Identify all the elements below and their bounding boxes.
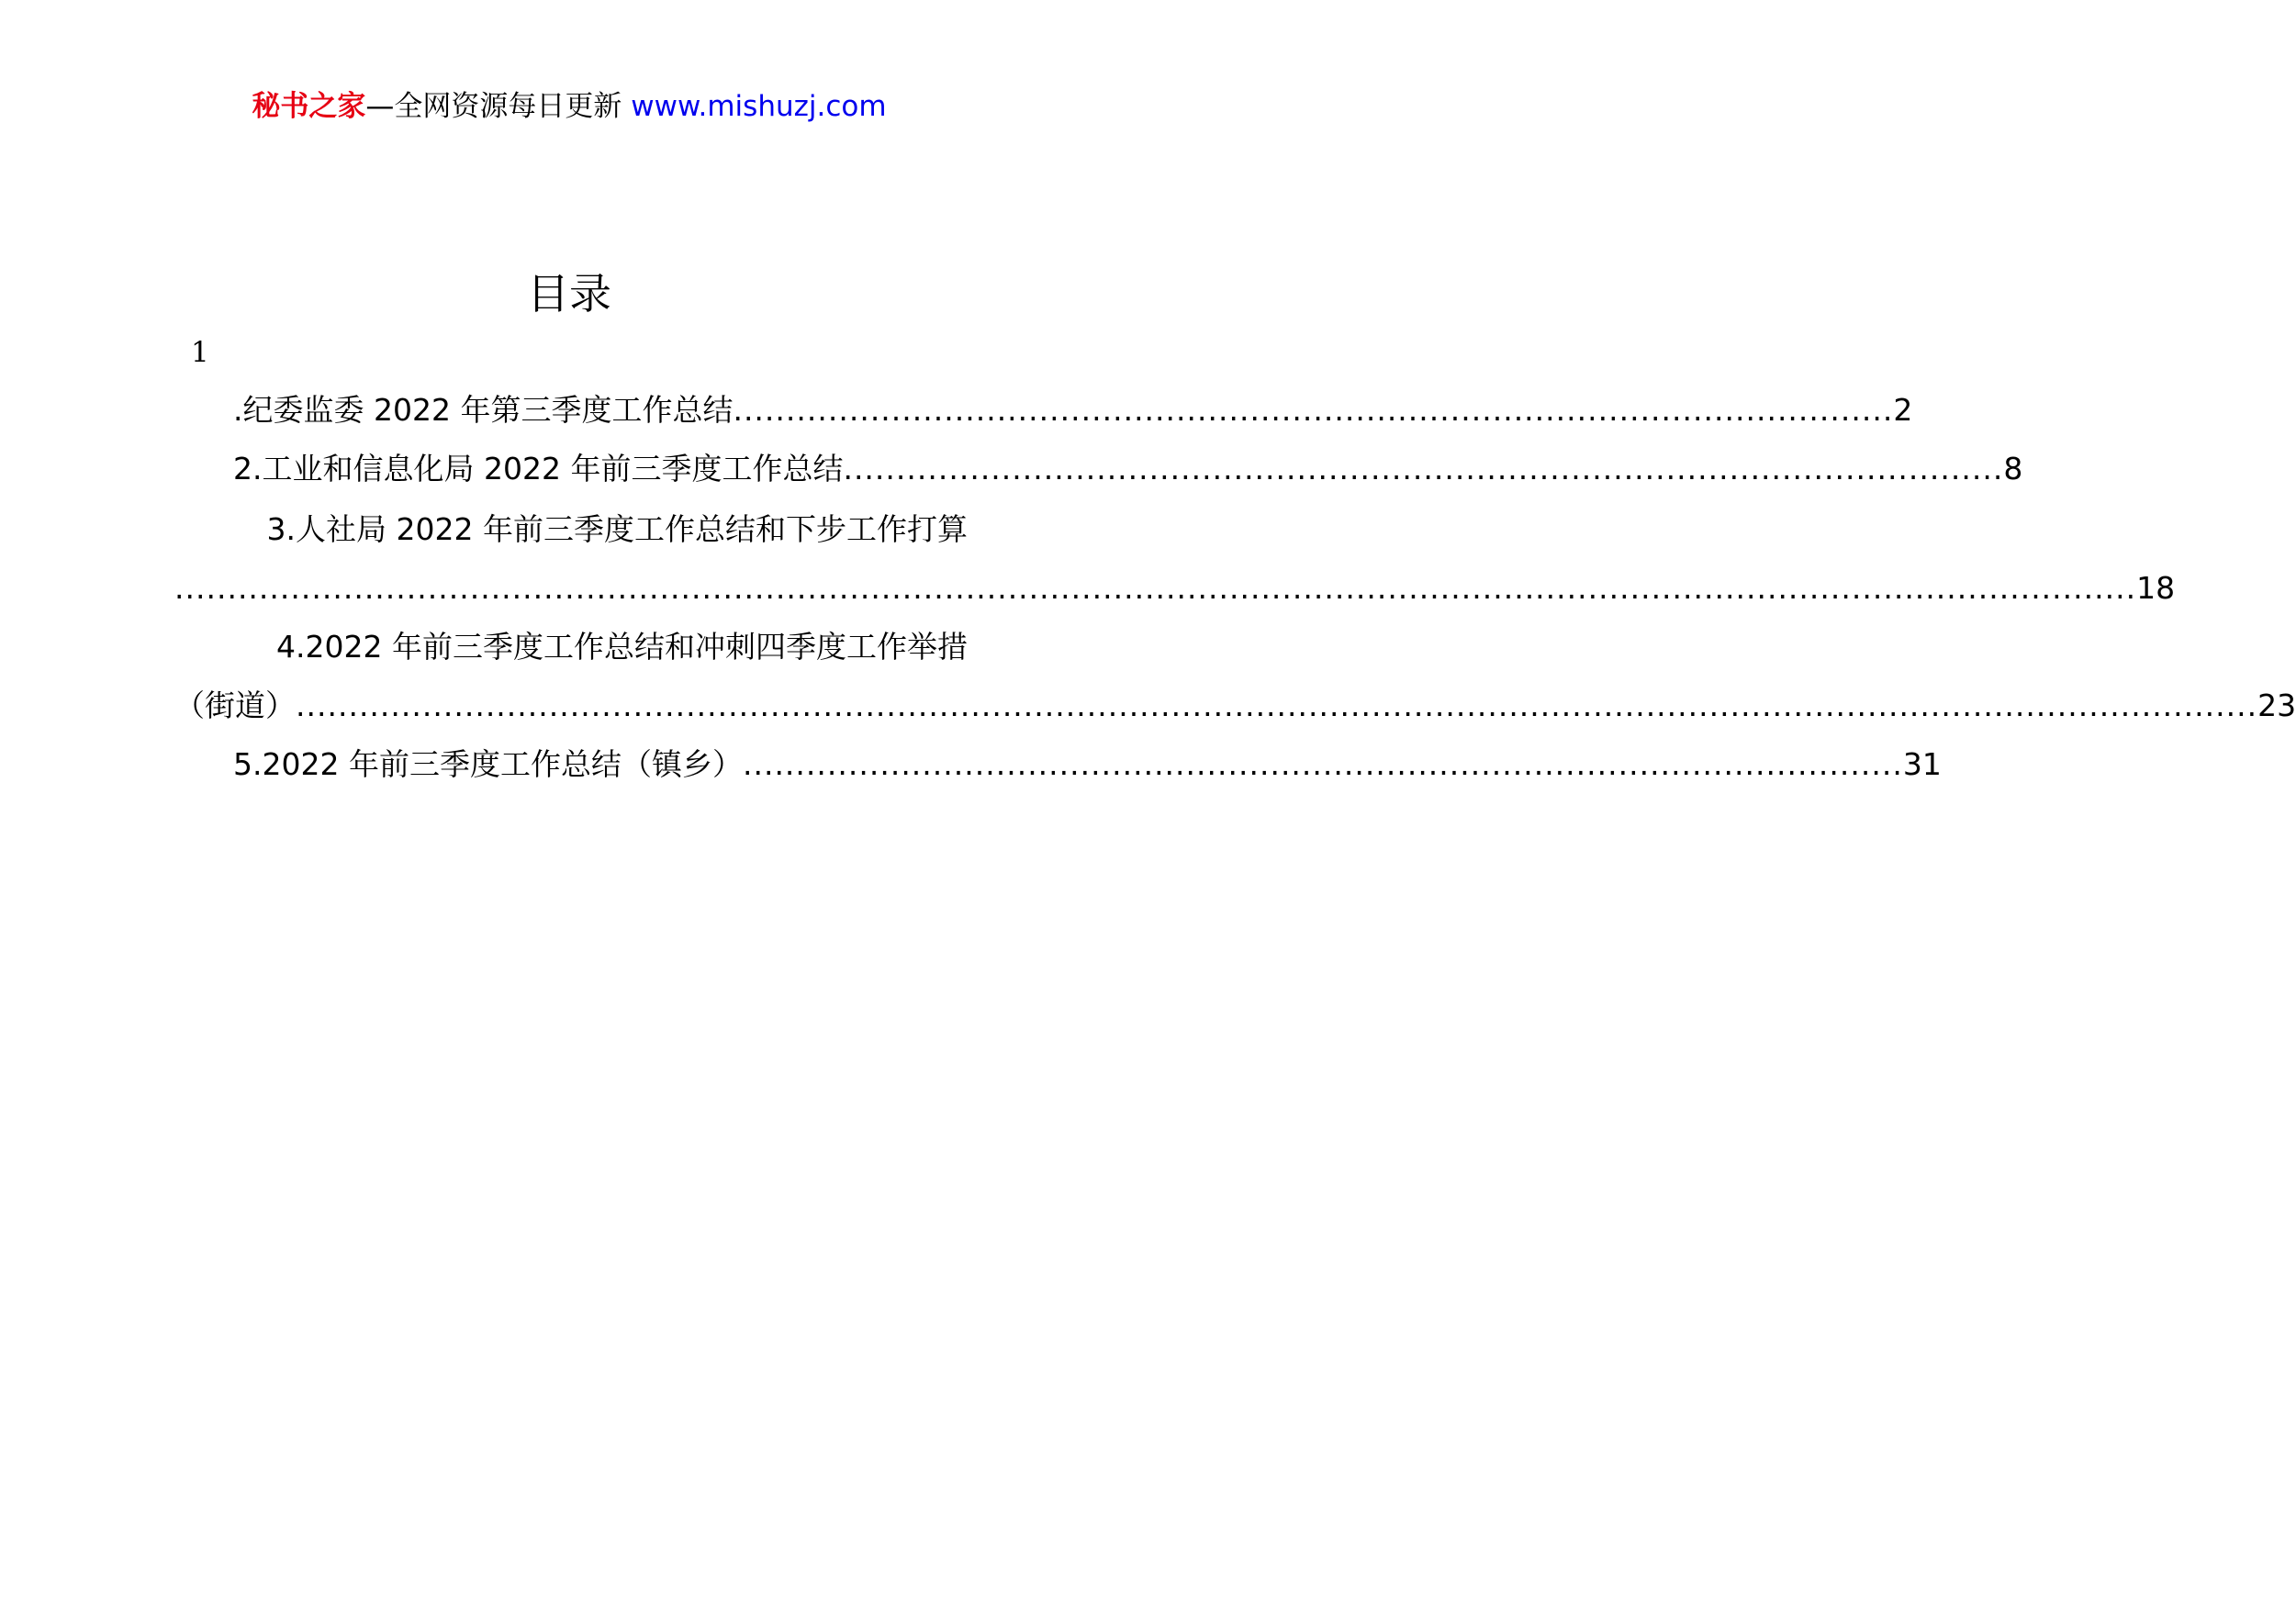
toc-page-number: 2 [1893, 392, 1913, 428]
toc-entry-title: .纪委监委 2022 年第三季度工作总结 [233, 392, 734, 428]
list-marker: 1 [191, 336, 209, 369]
toc-entry-5[interactable] [233, 743, 1942, 787]
toc-entry-3-title[interactable]: 3.人社局 2022 年前三季度工作总结和下步工作打算 [266, 511, 968, 547]
site-banner [0, 88, 1138, 125]
leader-dots: .............................................................................................................. [742, 746, 1903, 782]
leader-dots: .......................................................................................................................................................................................... [296, 688, 2258, 723]
toc-page-number: 23 [2257, 688, 2296, 723]
toc-entry-title-continued: （街道） [174, 688, 296, 723]
toc-entry-1[interactable] [233, 388, 1913, 432]
toc-entry-2[interactable] [233, 447, 2023, 491]
leader-dots: .......................................................................................................................................................................................... [174, 570, 2137, 606]
toc-entry-4[interactable] [174, 684, 2296, 728]
toc-page-number: 31 [1902, 746, 1942, 782]
leader-dots: .............................................................................................................. [733, 392, 1894, 428]
brand-name: 秘书之家 [252, 90, 366, 123]
toc-entry-3[interactable] [174, 566, 2176, 610]
toc-page-number: 18 [2136, 570, 2176, 606]
site-url-link[interactable]: www.mishuzj.com [631, 90, 887, 123]
toc-entry-title: 5.2022 年前三季度工作总结（镇乡） [233, 746, 743, 782]
leader-dots: .............................................................................................................. [843, 451, 2004, 486]
toc-page-number: 8 [2003, 451, 2023, 486]
page-title: 目录 [527, 269, 611, 319]
toc-entry-4-title[interactable]: 4.2022 年前三季度工作总结和冲刺四季度工作举措 [276, 629, 968, 665]
toc-entry-title: 2.工业和信息化局 2022 年前三季度工作总结 [233, 451, 844, 486]
banner-tagline: —全网资源每日更新 [365, 90, 632, 123]
